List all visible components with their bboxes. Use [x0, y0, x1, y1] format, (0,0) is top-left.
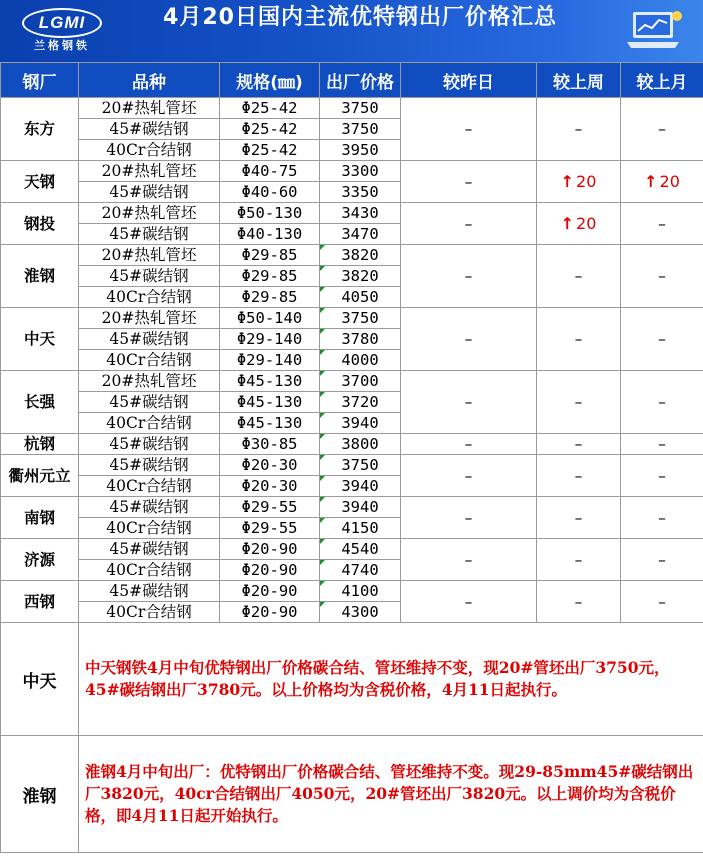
spec-value: Φ29-85 — [220, 245, 320, 266]
table-row — [1, 371, 703, 392]
spec-value: Φ20-30 — [220, 455, 320, 476]
increase-value — [561, 172, 597, 191]
change-vs-last-week: – — [537, 98, 621, 161]
change-vs-last-month: – — [621, 434, 703, 455]
change-vs-yesterday: – — [401, 371, 537, 434]
spec-value: Φ50-140 — [220, 308, 320, 329]
change-vs-yesterday: – — [401, 161, 537, 203]
col-mill: 钢厂 — [1, 63, 79, 98]
product-name: 40Cr合结钢 — [79, 476, 220, 497]
product-name: 20#热轧管坯 — [79, 308, 220, 329]
price-value: 3750 — [320, 98, 401, 119]
mill-name: 衢州元立 — [1, 455, 79, 497]
logo-mark: LGMI — [22, 8, 102, 38]
table-row — [1, 581, 703, 602]
price-value: 3720 — [320, 392, 401, 413]
up-arrow-icon: ↑ — [560, 171, 575, 191]
table-row — [1, 161, 703, 182]
spec-value: Φ29-140 — [220, 350, 320, 371]
change-vs-yesterday: – — [401, 434, 537, 455]
change-vs-last-month: – — [621, 539, 703, 581]
spec-value: Φ25-42 — [220, 98, 320, 119]
change-vs-last-month: – — [621, 497, 703, 539]
spec-value: Φ25-42 — [220, 119, 320, 140]
price-value: 3430 — [320, 203, 401, 224]
change-vs-yesterday: – — [401, 455, 537, 497]
spec-value: Φ40-75 — [220, 161, 320, 182]
spec-value: Φ25-42 — [220, 140, 320, 161]
spec-value: Φ20-90 — [220, 539, 320, 560]
change-vs-last-month: – — [621, 98, 703, 161]
mill-name: 杭钢 — [1, 434, 79, 455]
mill-name: 东方 — [1, 98, 79, 161]
price-value: 3940 — [320, 476, 401, 497]
mill-name: 西钢 — [1, 581, 79, 623]
product-name: 45#碳结钢 — [79, 266, 220, 287]
spec-value: Φ20-90 — [220, 602, 320, 623]
product-name: 20#热轧管坯 — [79, 98, 220, 119]
mill-name: 南钢 — [1, 497, 79, 539]
product-name: 45#碳结钢 — [79, 182, 220, 203]
change-vs-yesterday: – — [401, 203, 537, 245]
price-value: 3350 — [320, 182, 401, 203]
change-vs-yesterday: – — [401, 581, 537, 623]
product-name: 40Cr合结钢 — [79, 560, 220, 581]
spec-value: Φ50-130 — [220, 203, 320, 224]
change-vs-last-month: – — [621, 581, 703, 623]
product-name: 45#碳结钢 — [79, 329, 220, 350]
price-value: 3800 — [320, 434, 401, 455]
change-vs-last-week: – — [537, 497, 621, 539]
change-vs-last-month: – — [621, 371, 703, 434]
change-vs-last-month: – — [621, 455, 703, 497]
spec-value: Φ29-55 — [220, 518, 320, 539]
change-vs-last-week: – — [537, 581, 621, 623]
lgmi-logo — [22, 8, 100, 52]
table-header-row — [1, 63, 703, 98]
laptop-chart-icon — [625, 6, 685, 56]
change-vs-last-week: – — [537, 308, 621, 371]
spec-value: Φ30-85 — [220, 434, 320, 455]
price-value: 3750 — [320, 119, 401, 140]
table-row — [1, 245, 703, 266]
change-vs-last-week: – — [537, 434, 621, 455]
price-value: 3820 — [320, 266, 401, 287]
table-row — [1, 497, 703, 518]
product-name: 40Cr合结钢 — [79, 287, 220, 308]
spec-value: Φ40-60 — [220, 182, 320, 203]
price-value: 4540 — [320, 539, 401, 560]
increase-amount: 20 — [576, 213, 597, 233]
price-value: 4050 — [320, 287, 401, 308]
price-value: 4150 — [320, 518, 401, 539]
price-value: 3940 — [320, 497, 401, 518]
spec-value: Φ45-130 — [220, 371, 320, 392]
table-row — [1, 308, 703, 329]
col-product: 品种 — [79, 63, 220, 98]
price-value: 4300 — [320, 602, 401, 623]
table-row — [1, 98, 703, 119]
note-row — [1, 736, 703, 853]
spec-value: Φ29-85 — [220, 287, 320, 308]
product-name: 45#碳结钢 — [79, 392, 220, 413]
spec-value: Φ45-130 — [220, 392, 320, 413]
product-name: 40Cr合结钢 — [79, 350, 220, 371]
mill-name: 淮钢 — [1, 245, 79, 308]
change-vs-last-week: – — [537, 539, 621, 581]
increase-amount: 20 — [576, 171, 597, 191]
product-name: 40Cr合结钢 — [79, 140, 220, 161]
spec-value: Φ29-55 — [220, 497, 320, 518]
spec-value: Φ29-85 — [220, 266, 320, 287]
price-table — [0, 62, 703, 853]
product-name: 40Cr合结钢 — [79, 518, 220, 539]
price-value: 3750 — [320, 308, 401, 329]
table-row — [1, 539, 703, 560]
change-vs-last-week: – — [537, 455, 621, 497]
price-value: 3700 — [320, 371, 401, 392]
note-mill-name: 中天 — [1, 623, 79, 736]
note-row — [1, 623, 703, 736]
price-value: 4100 — [320, 581, 401, 602]
product-name: 45#碳结钢 — [79, 497, 220, 518]
product-name: 45#碳结钢 — [79, 434, 220, 455]
product-name: 45#碳结钢 — [79, 119, 220, 140]
price-value: 4740 — [320, 560, 401, 581]
spec-value: Φ20-90 — [220, 560, 320, 581]
table-row — [1, 434, 703, 455]
mill-name: 长强 — [1, 371, 79, 434]
increase-value — [561, 214, 597, 233]
note-mill-name: 淮钢 — [1, 736, 79, 853]
spec-value: Φ20-90 — [220, 581, 320, 602]
price-value: 3470 — [320, 224, 401, 245]
change-vs-yesterday: – — [401, 539, 537, 581]
price-value: 3750 — [320, 455, 401, 476]
up-arrow-icon: ↑ — [560, 213, 575, 233]
col-vs-last-month: 较上月 — [621, 63, 703, 98]
change-vs-yesterday: – — [401, 497, 537, 539]
col-vs-last-week: 较上周 — [537, 63, 621, 98]
price-value: 3940 — [320, 413, 401, 434]
change-vs-last-week — [537, 161, 621, 203]
change-vs-last-month: – — [621, 203, 703, 245]
mill-name: 钢投 — [1, 203, 79, 245]
change-vs-last-week: – — [537, 245, 621, 308]
col-spec: 规格(㎜) — [220, 63, 320, 98]
change-vs-last-month: – — [621, 308, 703, 371]
price-value: 3780 — [320, 329, 401, 350]
spec-value: Φ20-30 — [220, 476, 320, 497]
change-vs-last-month: – — [621, 245, 703, 308]
product-name: 45#碳结钢 — [79, 455, 220, 476]
spec-value: Φ45-130 — [220, 413, 320, 434]
page-title: 4月20日国内主流优特钢出厂价格汇总 — [163, 5, 557, 30]
change-vs-yesterday: – — [401, 308, 537, 371]
mill-name: 中天 — [1, 308, 79, 371]
product-name: 20#热轧管坯 — [79, 371, 220, 392]
product-name: 40Cr合结钢 — [79, 413, 220, 434]
table-row — [1, 203, 703, 224]
col-price: 出厂价格 — [320, 63, 401, 98]
product-name: 45#碳结钢 — [79, 224, 220, 245]
table-row — [1, 455, 703, 476]
product-name: 20#热轧管坯 — [79, 245, 220, 266]
change-vs-last-week — [537, 203, 621, 245]
col-vs-yesterday: 较昨日 — [401, 63, 537, 98]
increase-amount: 20 — [659, 171, 680, 191]
mill-name: 济源 — [1, 539, 79, 581]
change-vs-last-month — [621, 161, 703, 203]
product-name: 45#碳结钢 — [79, 539, 220, 560]
price-value: 3300 — [320, 161, 401, 182]
page-header — [0, 0, 703, 62]
price-value: 4000 — [320, 350, 401, 371]
note-text: 淮钢4月中旬出厂：优特钢出厂价格碳合结、管坯维持不变。现29-85mm45#碳结钢出厂3820元，40cr合结钢出厂4050元，20#管坯出厂3820元。以上调价均为含税价格，即4月11日起开始执行。 — [79, 736, 703, 853]
mill-name: 天钢 — [1, 161, 79, 203]
product-name: 45#碳结钢 — [79, 581, 220, 602]
up-arrow-icon: ↑ — [644, 171, 658, 191]
change-vs-yesterday: – — [401, 245, 537, 308]
product-name: 20#热轧管坯 — [79, 203, 220, 224]
product-name: 20#热轧管坯 — [79, 161, 220, 182]
spec-value: Φ40-130 — [220, 224, 320, 245]
change-vs-yesterday: – — [401, 98, 537, 161]
change-vs-last-week: – — [537, 371, 621, 434]
increase-value — [644, 172, 680, 191]
note-text: 中天钢铁4月中旬优特钢出厂价格碳合结、管坯维持不变，现20#管坯出厂3750元，45#碳结钢出厂3780元。以上价格均为含税价格，4月11日起执行。 — [79, 623, 703, 736]
price-value: 3950 — [320, 140, 401, 161]
spec-value: Φ29-140 — [220, 329, 320, 350]
logo-subtitle: 兰格钢铁 — [34, 39, 90, 52]
price-value: 3820 — [320, 245, 401, 266]
product-name: 40Cr合结钢 — [79, 602, 220, 623]
